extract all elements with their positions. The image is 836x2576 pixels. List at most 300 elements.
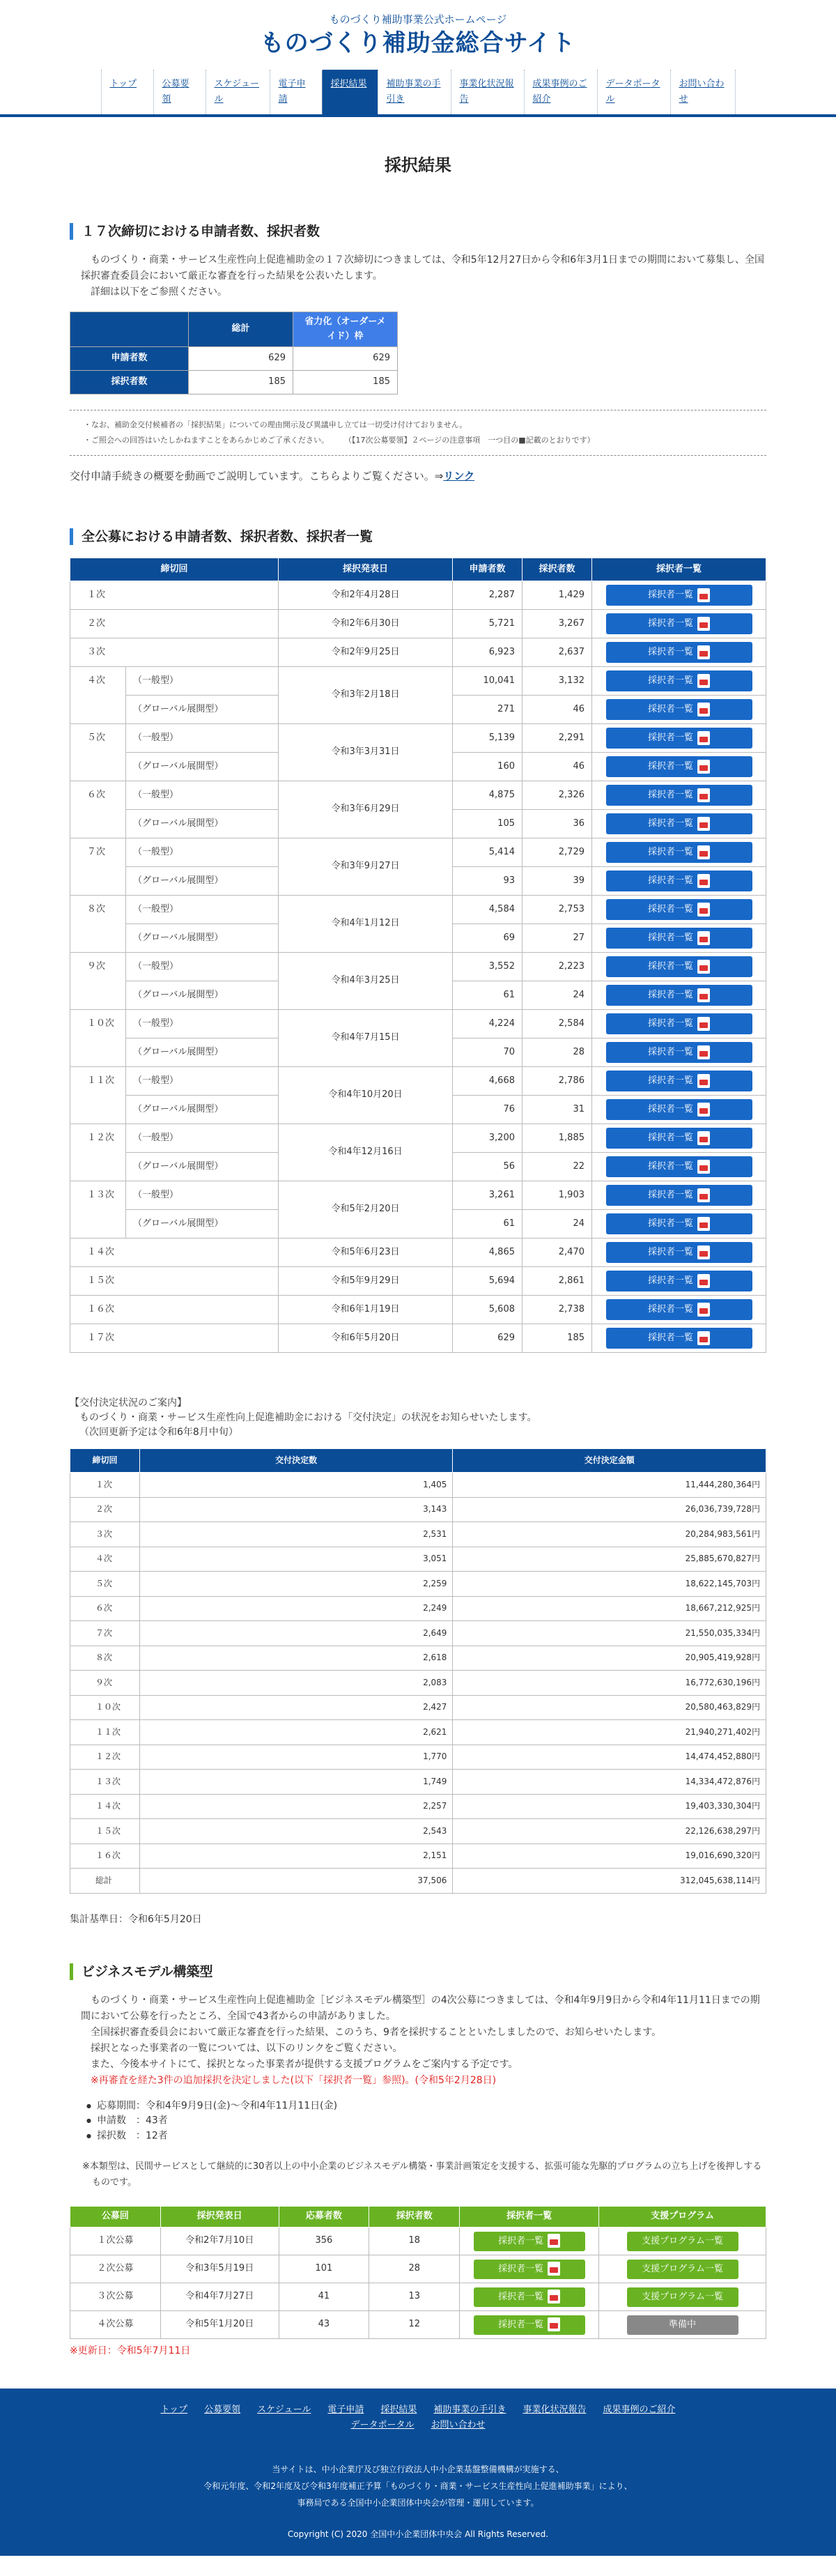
round-cell — [70, 1038, 126, 1067]
apps-cell: 5,694 — [453, 1267, 522, 1296]
nav-item[interactable]: 事業化状況報告 — [451, 70, 524, 114]
button-label: 採択者一覧 — [647, 1104, 693, 1114]
adopted-list-button[interactable] — [606, 842, 752, 863]
date-cell: 令和4年12月16日 — [279, 1124, 453, 1181]
type-cell: （グローバル展開型） — [126, 1096, 279, 1124]
pdf-icon — [697, 760, 710, 774]
list-cell — [592, 1153, 766, 1181]
section-business-model — [70, 1963, 766, 2359]
apps-cell: 5,139 — [453, 724, 522, 753]
button-label: 採択者一覧 — [647, 990, 693, 1000]
footer-nav-link[interactable]: 事業化状況報告 — [522, 2404, 587, 2415]
round-cell — [70, 867, 126, 896]
list-cell — [460, 2255, 599, 2283]
adopted-cell: 36 — [522, 810, 592, 838]
type-cell: （グローバル展開型） — [126, 696, 279, 724]
count-cell: 2,259 — [139, 1572, 452, 1597]
section-17th-results — [70, 223, 766, 484]
round-cell: １２次 — [70, 1124, 126, 1153]
button-label: 採択者一覧 — [647, 847, 693, 857]
button-label: 採択者一覧 — [647, 933, 693, 943]
list-item: ● 申請数 ：43者 — [86, 2113, 766, 2129]
nav-item[interactable]: お問い合わせ — [670, 70, 736, 114]
count-cell: 2,543 — [139, 1819, 452, 1844]
adopted-list-button[interactable] — [606, 1042, 752, 1063]
table-header-row — [70, 1449, 766, 1473]
col-adopted: 採択者数 — [522, 558, 592, 581]
table-row — [70, 1473, 766, 1498]
adopted-list-button[interactable] — [606, 1328, 752, 1349]
button-label: 採択者一覧 — [647, 733, 693, 743]
pdf-icon — [697, 1131, 710, 1145]
button-label: 採択者一覧 — [647, 590, 693, 600]
button-label: 採択者一覧 — [647, 1333, 693, 1343]
apps-cell: 4,875 — [453, 781, 522, 810]
button-label: 採択者一覧 — [647, 904, 693, 914]
list-cell — [592, 724, 766, 753]
date-cell: 令和2年7月10日 — [160, 2228, 279, 2255]
pdf-icon — [697, 817, 710, 831]
list-cell — [592, 638, 766, 667]
round-cell: ３次 — [70, 1522, 140, 1547]
date-cell: 令和2年4月28日 — [279, 581, 453, 610]
adopted-cell: 3,132 — [522, 667, 592, 696]
adopted-list-button[interactable] — [606, 1242, 752, 1263]
table-row — [70, 1497, 766, 1522]
adopted-list-button[interactable] — [606, 985, 752, 1006]
apps-cell: 160 — [453, 753, 522, 781]
intro-paragraph: ものづくり・商業・サービス生産性向上促進補助金の１７次締切につきましては、令和5年12月27日から令和6年3月1日までの期間において募集し、全国採択審査委員会において厳正な審査を行った結果を公表いたします。 — [81, 254, 764, 282]
table-row — [70, 781, 766, 810]
program-cell — [599, 2228, 766, 2255]
apps-cell: 5,414 — [453, 838, 522, 867]
button-label: 採択者一覧 — [647, 1275, 693, 1286]
date-cell: 令和3年9月27日 — [279, 838, 453, 896]
list-cell — [460, 2228, 599, 2255]
adopted-cell: 24 — [522, 981, 592, 1010]
table-row — [70, 1720, 766, 1745]
footer-nav-link[interactable]: 公募要領 — [204, 2404, 241, 2415]
grant-table — [70, 1448, 766, 1894]
col-date: 採択発表日 — [279, 558, 453, 581]
col-amount: 交付決定金額 — [453, 1449, 766, 1473]
adopted-list-button[interactable] — [606, 728, 752, 749]
footer-nav-link[interactable]: 成果事例のご紹介 — [603, 2404, 676, 2415]
pdf-icon — [548, 2317, 560, 2331]
pdf-icon — [697, 960, 710, 974]
cell-value: 185 — [189, 371, 293, 394]
nav-item[interactable]: スケジュール — [206, 70, 270, 114]
adopted-list-button[interactable] — [606, 1271, 752, 1291]
footer-line: 事務局である全国中小企業団体中央会が管理・運用しています。 — [297, 2497, 539, 2508]
round-cell: １３次 — [70, 1770, 140, 1795]
apps-cell: 3,552 — [453, 953, 522, 981]
pdf-icon — [697, 1074, 710, 1088]
intro-text — [70, 252, 766, 284]
count-cell: 3,143 — [139, 1497, 452, 1522]
footer-nav-link[interactable]: データポータル — [350, 2419, 415, 2430]
list-cell — [592, 581, 766, 610]
table-row — [70, 1745, 766, 1770]
table-row — [70, 724, 766, 753]
pdf-icon — [697, 1103, 710, 1117]
page-title: 採択結果 — [385, 155, 451, 175]
amount-cell: 14,334,472,876円 — [453, 1770, 766, 1795]
pdf-icon — [548, 2290, 560, 2303]
col-round: 締切回 — [70, 558, 279, 581]
adopted-cell: 1,903 — [522, 1181, 592, 1210]
type-cell: （一般型） — [126, 838, 279, 867]
round-cell: ３次公募 — [70, 2283, 161, 2311]
bm-additional-note: ※再審査を経た3件の追加採択を決定しました(以下「採択者一覧」参照)。(令和5年2月28日) — [91, 2074, 497, 2086]
button-label: 採択者一覧 — [647, 704, 693, 714]
button-label: 採択者一覧 — [647, 1133, 693, 1143]
date-cell: 令和4年10月20日 — [279, 1067, 453, 1124]
count-cell: 2,151 — [139, 1843, 452, 1869]
nav-item[interactable]: データポータル — [597, 70, 670, 114]
adopted-list-button[interactable] — [606, 585, 752, 606]
pdf-icon — [548, 2234, 560, 2248]
adopted-list-button[interactable] — [606, 1185, 752, 1206]
round-cell: ７次 — [70, 1621, 140, 1646]
button-label: 採択者一覧 — [647, 790, 693, 800]
table-row — [70, 896, 766, 924]
adopted-cell: 2,291 — [522, 724, 592, 753]
section-all-rounds — [70, 528, 766, 1353]
button-label: 採択者一覧 — [647, 818, 693, 829]
adopted-cell: 31 — [522, 1096, 592, 1124]
adopted-list-button[interactable] — [606, 785, 752, 806]
date-cell: 令和5年9月29日 — [279, 1267, 453, 1296]
amount-cell: 20,580,463,829円 — [453, 1695, 766, 1720]
list-cell — [592, 1010, 766, 1038]
apps-cell: 10,041 — [453, 667, 522, 696]
row-label: 申請者数 — [70, 347, 189, 371]
adopted-list-button[interactable] — [606, 928, 752, 949]
table-header-row — [70, 312, 398, 347]
adopted-list-button[interactable] — [606, 642, 752, 663]
count-cell: 2,257 — [139, 1794, 452, 1819]
pdf-icon — [697, 1045, 710, 1059]
date-cell: 令和3年5月19日 — [160, 2255, 279, 2283]
amount-cell: 22,126,638,297円 — [453, 1819, 766, 1844]
apps-cell: 76 — [453, 1096, 522, 1124]
round-cell — [70, 1153, 126, 1181]
adopted-list-button[interactable] — [474, 2315, 585, 2335]
pdf-icon — [697, 988, 710, 1002]
adopted-cell: 18 — [369, 2228, 460, 2255]
button-label: 採択者一覧 — [647, 1047, 693, 1057]
apps-cell: 101 — [279, 2255, 369, 2283]
table-row — [70, 1324, 766, 1353]
apps-cell: 5,608 — [453, 1296, 522, 1324]
count-cell: 2,649 — [139, 1621, 452, 1646]
round-cell: ６次 — [70, 1596, 140, 1621]
grant-status-title: 【交付決定状況のご案内】 — [70, 1397, 187, 1409]
video-text: 交付申請手続きの概要を動画でご説明しています。こちらよりご覧ください。⇒ — [70, 470, 444, 482]
button-label: 採択者一覧 — [647, 1218, 693, 1229]
button-label: 採択者一覧 — [647, 875, 693, 886]
round-cell: ４次 — [70, 667, 126, 696]
round-cell: ４次公募 — [70, 2311, 161, 2339]
amount-cell: 25,885,670,827円 — [453, 1547, 766, 1572]
count-cell: 2,618 — [139, 1646, 452, 1671]
adopted-list-button[interactable] — [606, 1213, 752, 1234]
adopted-list-button[interactable] — [606, 1156, 752, 1177]
table-row — [70, 2228, 766, 2255]
table-row — [70, 953, 766, 981]
adopted-list-button[interactable] — [474, 2232, 585, 2251]
apps-cell: 70 — [453, 1038, 522, 1067]
rounds-table — [70, 558, 766, 1353]
adopted-list-button[interactable] — [606, 813, 752, 834]
button-label: 採択者一覧 — [647, 675, 693, 686]
pdf-icon — [697, 1245, 710, 1259]
list-cell — [592, 867, 766, 896]
apps-cell: 4,224 — [453, 1010, 522, 1038]
button-label: 採択者一覧 — [647, 1304, 693, 1314]
count-cell: 2,427 — [139, 1695, 452, 1720]
adopted-cell: 2,729 — [522, 838, 592, 867]
type-cell: （一般型） — [126, 1124, 279, 1153]
type-cell: （一般型） — [126, 896, 279, 924]
list-cell — [592, 810, 766, 838]
list-cell — [460, 2311, 599, 2339]
site-footer — [0, 2389, 836, 2556]
date-cell: 令和4年1月12日 — [279, 896, 453, 953]
pdf-icon — [697, 874, 710, 888]
type-cell: （グローバル展開型） — [126, 753, 279, 781]
button-label: 採択者一覧 — [647, 1075, 693, 1086]
updated-date: ※更新日：令和5年7月11日 — [70, 2345, 191, 2357]
footer-line: 令和元年度、令和2年度及び令和3年度補正予算「ものづくり・商業・サービス生産性向上促進補助事業」により、 — [203, 2481, 633, 2491]
nav-item[interactable]: 電子申請 — [270, 70, 322, 114]
list-cell — [592, 896, 766, 924]
copyright: Copyright (C) 2020 全国中小企業団体中央会 All Rights Reserved. — [287, 2529, 549, 2539]
program-list-button[interactable]: 支援プログラム一覧 — [627, 2260, 738, 2279]
list-cell — [592, 1181, 766, 1210]
adopted-list-button[interactable] — [606, 613, 752, 634]
adopted-cell: 22 — [522, 1153, 592, 1181]
apps-cell: 43 — [279, 2311, 369, 2339]
table-row — [70, 1239, 766, 1267]
count-cell: 1,405 — [139, 1473, 452, 1498]
adopted-list-button[interactable] — [606, 1099, 752, 1120]
apps-cell: 271 — [453, 696, 522, 724]
table-row — [70, 2255, 766, 2283]
button-label: 採択者一覧 — [498, 2235, 544, 2246]
program-cell — [599, 2311, 766, 2339]
type-cell: （一般型） — [126, 724, 279, 753]
main-content — [70, 117, 766, 2359]
list-cell — [592, 753, 766, 781]
round-cell: ２次 — [70, 610, 279, 638]
list-cell — [592, 1096, 766, 1124]
video-link[interactable]: リンク — [443, 470, 475, 482]
nav-item[interactable]: 採択結果 — [322, 70, 378, 114]
adopted-list-button[interactable] — [474, 2287, 585, 2307]
section-grant-status — [70, 1396, 766, 1927]
adopted-list-button[interactable] — [606, 871, 752, 891]
table-row — [70, 1671, 766, 1696]
table-row — [70, 1181, 766, 1210]
cell-value: 629 — [293, 347, 398, 371]
adopted-list-button[interactable] — [606, 1128, 752, 1149]
adopted-list-button[interactable] — [606, 956, 752, 977]
adopted-cell: 46 — [522, 753, 592, 781]
apps-cell: 69 — [453, 924, 522, 953]
adopted-cell: 2,470 — [522, 1239, 592, 1267]
bm-scope-note: ※本類型は、民間サービスとして継続的に30者以上の中小企業のビジネスモデル構築・事業計画策定を支援する、拡張可能な先駆的プログラムの立ち上げを後押しするものです。 — [82, 2161, 762, 2188]
date-cell: 令和5年1月20日 — [160, 2311, 279, 2339]
pdf-icon — [697, 588, 710, 602]
type-cell: （グローバル展開型） — [126, 1038, 279, 1067]
date-cell: 令和6年1月19日 — [279, 1296, 453, 1324]
round-cell — [70, 924, 126, 953]
round-cell — [70, 810, 126, 838]
list-item: ● 応募期間：令和4年9月9日(金)～令和4年11月11日(金) — [86, 2099, 766, 2114]
count-cell: 37,506 — [139, 1869, 452, 1894]
adopted-list-button[interactable] — [606, 1299, 752, 1320]
count-cell: 3,051 — [139, 1547, 452, 1572]
footer-nav-link[interactable]: 採択結果 — [380, 2404, 417, 2415]
count-cell: 2,531 — [139, 1522, 452, 1547]
type-cell: （一般型） — [126, 1010, 279, 1038]
type-cell: （一般型） — [126, 781, 279, 810]
round-cell — [70, 981, 126, 1010]
table-row — [70, 1522, 766, 1547]
round-cell: ９次 — [70, 1671, 140, 1696]
apps-cell: 56 — [453, 1153, 522, 1181]
button-label: 採択者一覧 — [647, 1161, 693, 1172]
date-cell: 令和5年6月23日 — [279, 1239, 453, 1267]
round-cell: １５次 — [70, 1819, 140, 1844]
round-cell: １７次 — [70, 1324, 279, 1353]
footer-nav-link[interactable]: 電子申請 — [327, 2404, 364, 2415]
round-cell: ４次 — [70, 1547, 140, 1572]
program-list-button[interactable]: 支援プログラム一覧 — [627, 2287, 738, 2307]
pdf-icon — [697, 1217, 710, 1231]
col-round: 締切回 — [70, 1449, 140, 1473]
footer-nav-link[interactable]: お問い合わせ — [431, 2419, 486, 2430]
table-row — [70, 2283, 766, 2311]
round-cell: ７次 — [70, 838, 126, 867]
table-row — [70, 1067, 766, 1096]
list-cell — [592, 981, 766, 1010]
notes-box — [70, 410, 766, 456]
date-cell: 令和3年3月31日 — [279, 724, 453, 781]
grant-status-next: （次回更新予定は令和6年8月中旬） — [79, 1427, 238, 1438]
col-apps: 申請者数 — [453, 558, 522, 581]
apps-cell: 5,721 — [453, 610, 522, 638]
section-heading: 全公募における申請者数、採択者数、採択者一覧 — [70, 528, 766, 545]
pdf-icon — [697, 1303, 710, 1317]
type-cell: （一般型） — [126, 1181, 279, 1210]
col-list: 採択者一覧 — [460, 2207, 599, 2228]
button-label: 採択者一覧 — [498, 2291, 544, 2302]
apps-cell: 629 — [453, 1324, 522, 1353]
adopted-cell: 24 — [522, 1210, 592, 1239]
table-row — [70, 347, 398, 371]
adopted-list-button[interactable] — [606, 1013, 752, 1034]
adopted-list-button[interactable] — [606, 756, 752, 777]
program-list-button[interactable]: 支援プログラム一覧 — [627, 2232, 738, 2251]
round-cell — [70, 696, 126, 724]
table-row — [70, 638, 766, 667]
global-nav — [0, 70, 836, 117]
bm-paragraph: また、今後本サイトにて、採択となった事業者が提供する支援プログラムをご案内する予定です。 — [91, 2058, 518, 2070]
apps-cell: 105 — [453, 810, 522, 838]
apps-cell: 6,923 — [453, 638, 522, 667]
note-line: ・なお、補助金交付候補者の「採択結果」についての理由開示及び異議申し立ては一切受け付けておりません。 — [84, 420, 467, 429]
nav-item[interactable]: トップ — [101, 70, 153, 114]
table-row — [70, 1770, 766, 1795]
footer-nav-link[interactable]: トップ — [160, 2404, 188, 2415]
list-cell — [592, 1324, 766, 1353]
adopted-list-button[interactable] — [606, 670, 752, 691]
table-row — [70, 838, 766, 867]
adopted-cell: 2,738 — [522, 1296, 592, 1324]
button-label: 採択者一覧 — [498, 2263, 544, 2274]
adopted-list-button[interactable] — [606, 1071, 752, 1091]
site-subtitle: ものづくり補助事業公式ホームページ — [329, 13, 507, 26]
round-cell: １４次 — [70, 1794, 140, 1819]
round-cell: １６次 — [70, 1843, 140, 1869]
note-line: ・ご照会への回答はいたしかねますことをあらかじめご了承ください。 （【17次公募要領】２ページの注意事項 一つ目の■記載のとおりです） — [84, 436, 595, 445]
nav-item[interactable]: 公募要領 — [153, 70, 206, 114]
col-list: 採択者一覧 — [592, 558, 766, 581]
round-cell: １４次 — [70, 1239, 279, 1267]
footer-nav-link[interactable]: スケジュール — [257, 2404, 311, 2415]
adopted-list-button[interactable] — [606, 899, 752, 920]
type-cell: （グローバル展開型） — [126, 1210, 279, 1239]
adopted-list-button[interactable] — [606, 699, 752, 720]
footer-nav — [0, 2402, 836, 2433]
pdf-icon — [697, 703, 710, 716]
list-cell — [592, 696, 766, 724]
adopted-cell: 28 — [369, 2255, 460, 2283]
adopted-cell: 2,584 — [522, 1010, 592, 1038]
count-cell: 2,083 — [139, 1671, 452, 1696]
round-cell: １０次 — [70, 1695, 140, 1720]
site-header — [0, 0, 836, 70]
list-cell — [592, 1067, 766, 1096]
date-cell: 令和2年9月25日 — [279, 638, 453, 667]
pdf-icon — [697, 903, 710, 917]
table-row — [70, 581, 766, 610]
list-cell — [592, 838, 766, 867]
list-cell — [592, 924, 766, 953]
footer-nav-link[interactable]: 補助事業の手引き — [433, 2404, 506, 2415]
list-cell — [460, 2283, 599, 2311]
col-round: 公募回 — [70, 2207, 161, 2228]
site-title[interactable]: ものづくり補助金総合サイト — [260, 29, 576, 57]
amount-cell: 14,474,452,880円 — [453, 1745, 766, 1770]
nav-item[interactable]: 補助事業の手引き — [378, 70, 451, 114]
list-cell — [592, 1239, 766, 1267]
adopted-cell: 2,326 — [522, 781, 592, 810]
adopted-list-button[interactable] — [474, 2260, 585, 2279]
pending-badge: 準備中 — [627, 2315, 738, 2335]
table-row — [70, 2311, 766, 2339]
table-row — [70, 1296, 766, 1324]
table-row — [70, 371, 398, 394]
type-cell: （一般型） — [126, 1067, 279, 1096]
nav-item[interactable]: 成果事例のご紹介 — [524, 70, 597, 114]
button-label: 採択者一覧 — [647, 647, 693, 657]
adopted-cell: 1,429 — [522, 581, 592, 610]
adopted-cell: 2,753 — [522, 896, 592, 924]
